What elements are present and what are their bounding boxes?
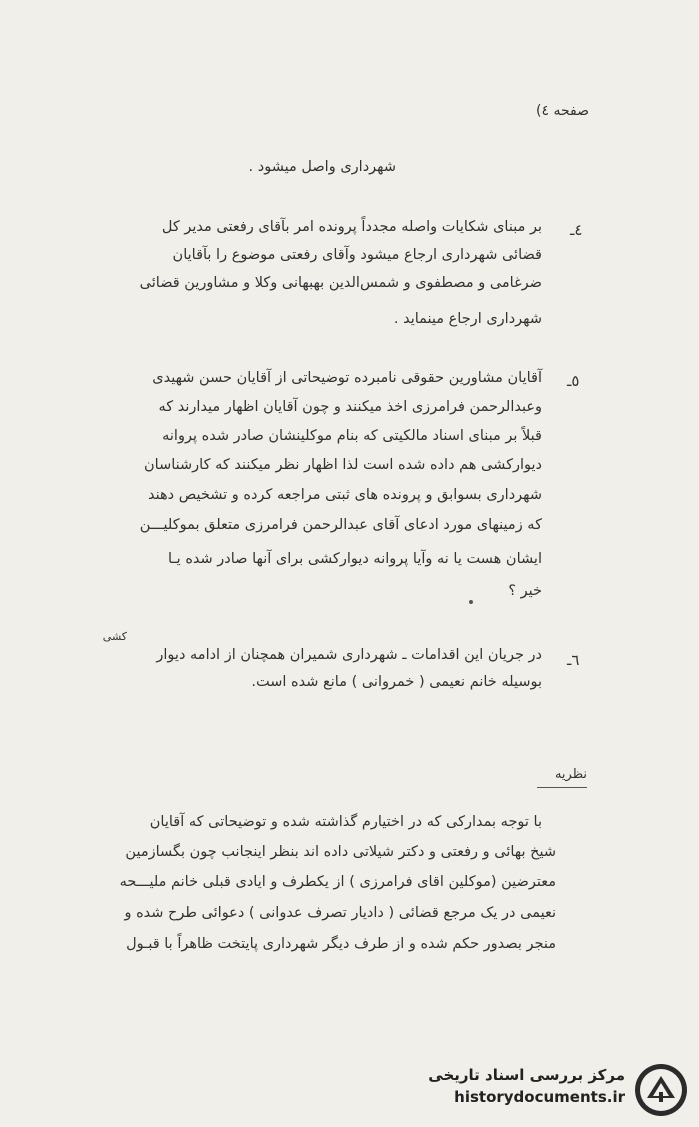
item-line: در جریان این اقدامات ـ شهرداری شمیران همچنان از ادامه دیوار bbox=[156, 647, 542, 663]
opinion-line: نعیمی در یک مرجع قضائی ( دادیار تصرف عدوانی ) دعوائی طرح شده و bbox=[124, 905, 556, 921]
item-line: قضائی شهرداری ارجاع میشود وآقای رفعتی موضوع را بآقایان bbox=[172, 247, 542, 263]
item-line: شهرداری ارجاع مینماید . bbox=[393, 311, 542, 327]
item-line: ضرغامی و مصطفوی و شمس‌الدین بهبهانی وکلا و مشاورین قضائی bbox=[139, 275, 542, 291]
item-number: ٥ـ bbox=[567, 372, 580, 390]
item-line: آقایان مشاورین حقوقی نامبرده توضیحاتی از آقایان حسن شهیدی bbox=[152, 370, 542, 386]
page-label: صفحه ٤) bbox=[536, 103, 589, 119]
item-line: بوسیله خانم نعیمی ( خمروانی ) مانع شده است. bbox=[251, 674, 542, 690]
watermark bbox=[418, 1060, 693, 1120]
item-number: ٤ـ bbox=[570, 221, 583, 239]
item-line: قبلاً بر مبنای اسناد مالکیتی که بنام موکلینشان صادر شده پروانه bbox=[162, 428, 542, 444]
item-line: خیر ؟ bbox=[508, 583, 542, 599]
site-url: historydocuments.ir bbox=[454, 1088, 625, 1106]
ink-spot bbox=[469, 600, 473, 604]
item-number: ٦ـ bbox=[567, 651, 580, 669]
opinion-line: شیخ بهائی و رفعتی و دکتر شیلاتی داده اند بنظر اینجانب چون بگسازمین bbox=[125, 844, 556, 860]
margin-note: کشی bbox=[102, 630, 127, 643]
intro-line: شهرداری واصل میشود . bbox=[248, 159, 396, 175]
item-line: دیوارکشی هم داده شده است لذا اظهار نظر میکنند که کارشناسان bbox=[144, 457, 542, 473]
history-documents-logo-icon bbox=[633, 1062, 689, 1118]
opinion-line: معترضین (موکلین اقای فرامرزی ) از یکطرف و ایادی قبلی خانم ملیـــحه bbox=[119, 874, 556, 890]
org-name: مرکز بررسی اسناد تاریخی bbox=[428, 1066, 625, 1084]
opinion-heading: نظریه bbox=[554, 767, 587, 782]
opinion-line: منجر بصدور حکم شده و از طرف دیگر شهرداری پایتخت ظاهراً با قبـول bbox=[126, 936, 556, 952]
item-line: وعبدالرحمن فرامرزی اخذ میکنند و چون آقایان اظهار میدارند که bbox=[158, 399, 542, 415]
item-line: که زمینهای مورد ادعای آقای عبدالرحمن فرامرزی متعلق بموکلیـــن bbox=[139, 517, 542, 533]
opinion-line: با توجه بمدارکی که در اختیارم گذاشته شده و توضیحاتی که آقایان bbox=[149, 814, 542, 830]
heading-underline bbox=[537, 787, 587, 788]
item-line: ایشان هست یا نه وآیا پروانه دیوارکشی برای آنها صادر شده یـا bbox=[168, 551, 542, 567]
item-line: بر مبنای شکایات واصله مجدداً پرونده امر بآقای رفعتی مدیر کل bbox=[161, 219, 542, 235]
item-line: شهرداری بسوابق و پرونده های ثبتی مراجعه کرده و تشخیص دهند bbox=[148, 487, 542, 503]
